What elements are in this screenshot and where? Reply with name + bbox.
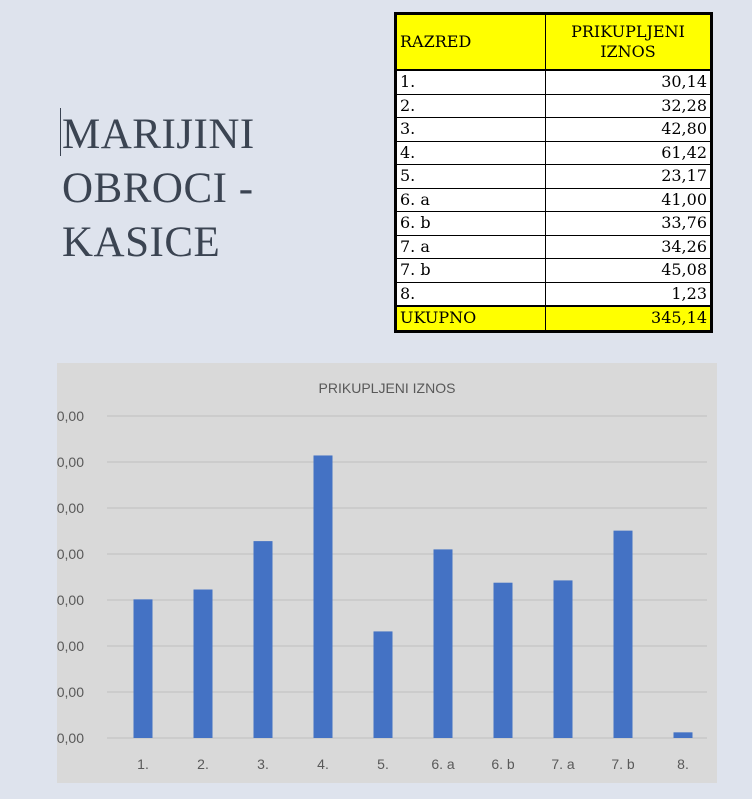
total-value: 345,14 [546,306,711,330]
table-row [397,141,711,165]
table-row [397,70,711,94]
bar [134,599,153,738]
cell-razred: 2. [397,94,546,118]
cell-razred: 7. b [397,259,546,283]
table-row [397,282,711,306]
title-line-3: KASICE [62,219,221,266]
y-tick-label: 0,00 [57,500,84,516]
cell-razred: 1. [397,70,546,94]
cell-iznos: 42,80 [546,118,711,142]
chart-canvas [57,363,717,783]
bar [434,549,453,738]
x-tick-label: 3. [257,756,269,772]
y-tick-label: 0,00 [57,408,84,424]
title-line-1: MARIJINI [62,111,255,158]
table-body [397,70,711,306]
bar-chart[interactable] [57,363,717,783]
table-row [397,235,711,259]
table-header-row [397,15,711,71]
cell-iznos: 41,00 [546,188,711,212]
header-iznos [546,15,711,71]
table-row [397,118,711,142]
cell-iznos: 61,42 [546,141,711,165]
cell-razred: 6. a [397,188,546,212]
cell-razred: 5. [397,165,546,189]
cell-iznos: 33,76 [546,212,711,236]
collections-table[interactable] [396,14,711,331]
x-tick-label: 7. a [551,756,575,772]
header-razred: RAZRED [397,15,546,71]
bar [614,531,633,738]
cell-razred: 7. a [397,235,546,259]
cell-iznos: 1,23 [546,282,711,306]
x-tick-label: 5. [377,756,389,772]
bar [194,590,213,738]
x-tick-label: 2. [197,756,209,772]
y-tick-label: 0,00 [57,546,84,562]
x-tick-label: 4. [317,756,329,772]
bar [374,631,393,738]
bar [314,455,333,738]
table-row [397,188,711,212]
table-total-row [397,306,711,330]
cell-razred: 8. [397,282,546,306]
bar [554,580,573,738]
cell-iznos: 34,26 [546,235,711,259]
bar [674,732,693,738]
y-tick-label: 0,00 [57,454,84,470]
cell-iznos: 30,14 [546,70,711,94]
header-iznos-label: PRIKUPLJENI IZNOS [571,22,685,61]
x-tick-label: 1. [137,756,149,772]
x-tick-label: 6. a [431,756,455,772]
cell-razred: 4. [397,141,546,165]
title-line-2: OBROCI - [62,165,254,212]
table-row [397,165,711,189]
cell-iznos: 32,28 [546,94,711,118]
x-tick-label: 7. b [611,756,635,772]
text-cursor [60,108,61,156]
cell-razred: 3. [397,118,546,142]
cell-iznos: 23,17 [546,165,711,189]
table-row [397,94,711,118]
y-tick-label: 0,00 [57,592,84,608]
slide-title [60,108,360,270]
table-row [397,259,711,283]
bar [254,541,273,738]
y-tick-label: 0,00 [57,684,84,700]
chart-title: PRIKUPLJENI IZNOS [318,380,456,396]
x-tick-label: 8. [677,756,689,772]
y-tick-label: 0,00 [57,730,84,746]
cell-razred: 6. b [397,212,546,236]
x-tick-label: 6. b [491,756,515,772]
bar [494,583,513,738]
total-label: UKUPNO [397,306,546,330]
table-row [397,212,711,236]
y-tick-label: 0,00 [57,638,84,654]
cell-iznos: 45,08 [546,259,711,283]
